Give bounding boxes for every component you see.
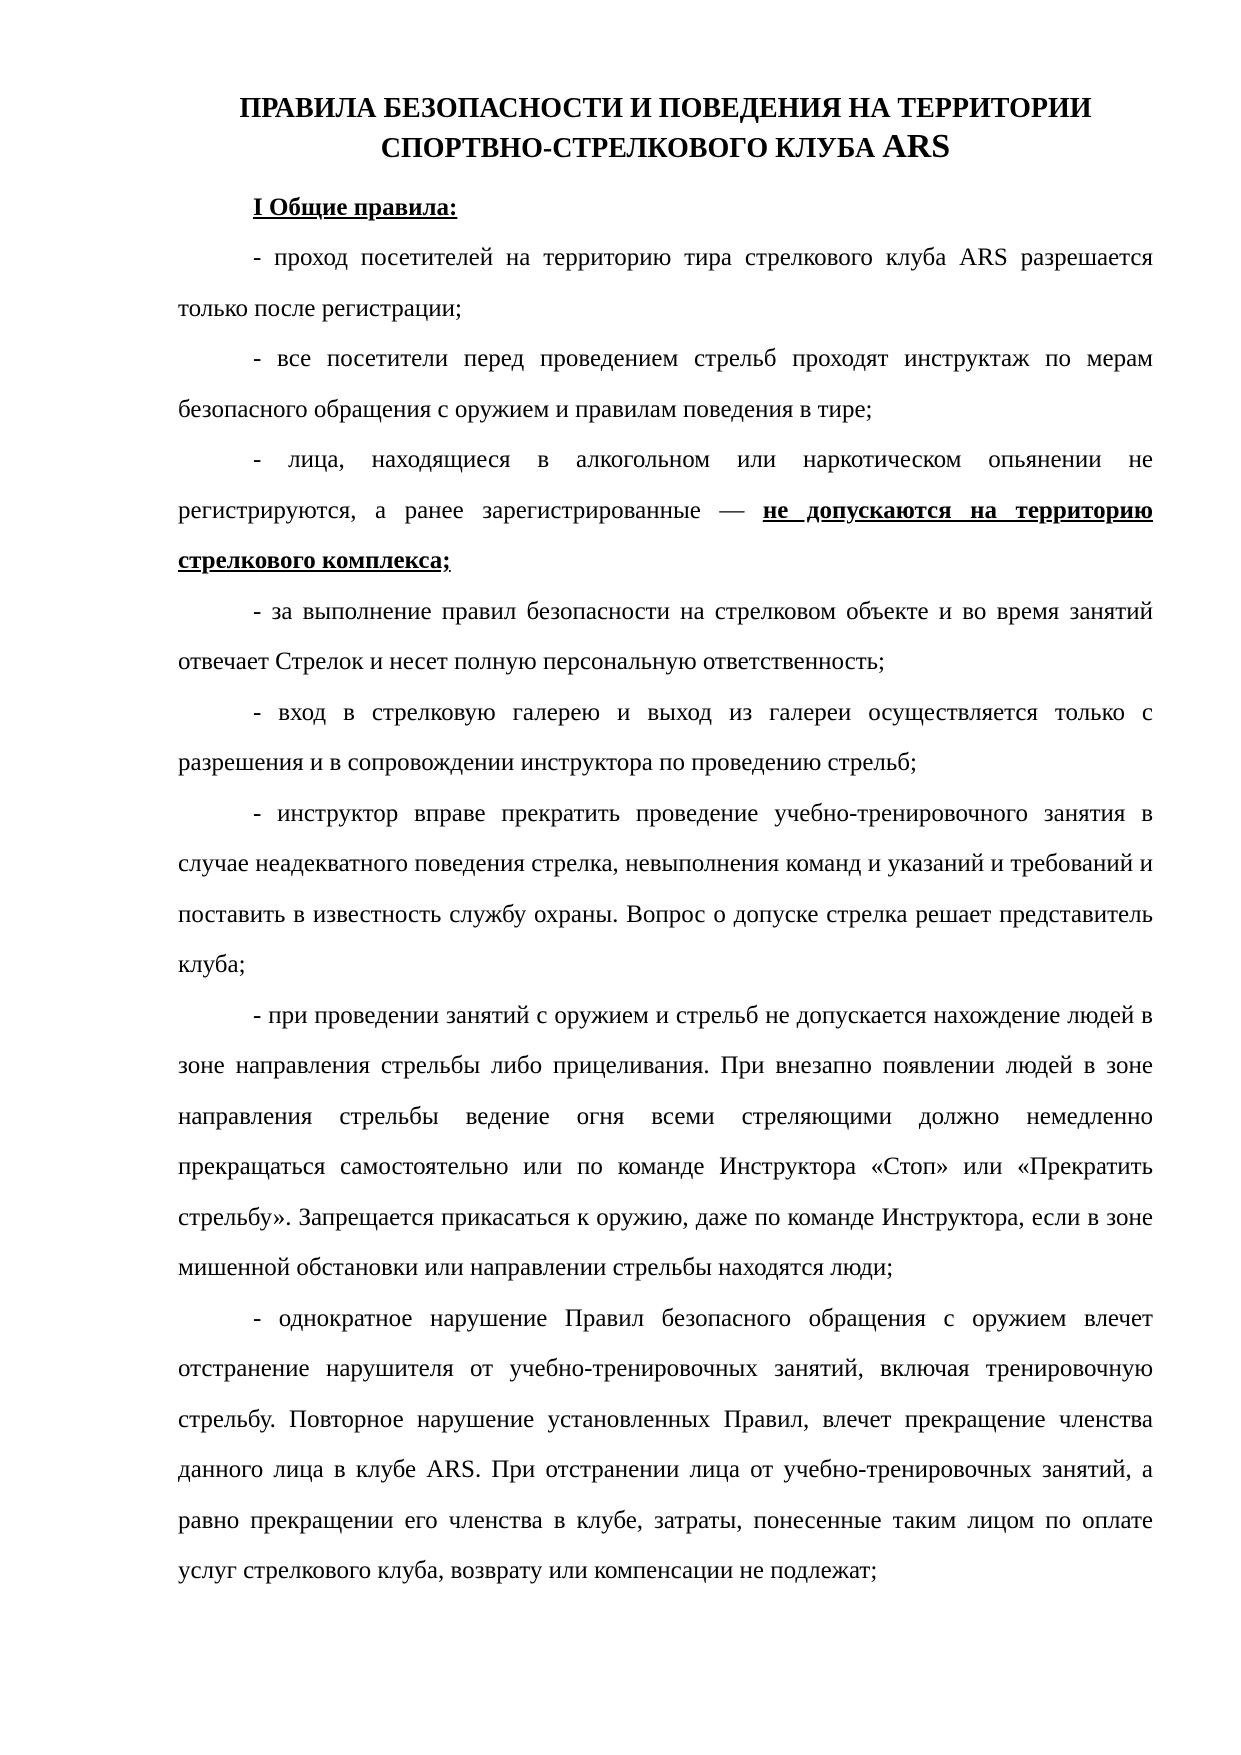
rule-registration: - проход посетителей на территорию тира стрелкового клуба ARS разрешается только после регистрации; bbox=[178, 244, 1153, 322]
document-body bbox=[178, 90, 1153, 1597]
section-heading-text: I Общие правила: bbox=[253, 194, 458, 221]
title-line-1: ПРАВИЛА БЕЗОПАСНОСТИ И ПОВЕДЕНИЯ НА ТЕРРИТОРИИ bbox=[239, 93, 1092, 124]
rule-responsibility: - за выполнение правил безопасности на стрелковом объекте и во время занятий отвечает Стрелок и несет полную персональную ответственность; bbox=[178, 597, 1153, 675]
document-title bbox=[178, 90, 1153, 168]
rule-instructor-authority: - инструктор вправе прекратить проведение учебно-тренировочного занятия в случае неадекватного поведения стрелка, невыполнения команд и указаний и требований и поставить в известность службу охраны. Вопрос о допуске стрелка решает представитель клуба; bbox=[178, 799, 1153, 978]
rule-intoxication-text: - лица, находящиеся в алкогольном или наркотическом опьянении не регистрируются, а ранее зарегистрированные — bbox=[178, 446, 1153, 524]
rule-intoxication-emphasis: не допускаются на территорию стрелкового комплекса; bbox=[178, 496, 1153, 574]
section-heading bbox=[178, 183, 1153, 233]
title-brand: ARS bbox=[882, 128, 951, 165]
rule-intoxication bbox=[178, 435, 1153, 587]
rule-firing-zone: - при проведении занятий с оружием и стрельб не допускается нахождение людей в зоне направления стрельбы либо прицеливания. При внезапно появлении людей в зоне направления стрельбы ведение огня всеми стреляющими должно немедленно прекращаться самостоятельно или по команде Инструктора «Стоп» или «Прекратить стрельбу». Запрещается прикасаться к оружию, даже по команде Инструктора, если в зоне мишенной обстановки или направлении стрельбы находятся люди; bbox=[178, 1001, 1153, 1281]
rule-violations: - однократное нарушение Правил безопасного обращения с оружием влечет отстранение нарушителя от учебно-тренировочных занятий, включая тренировочную стрельбу. Повторное нарушение установленных Правил, влечет прекращение членства данного лица в клубе ARS. При отстранении лица от учебно-тренировочных занятий, а равно прекращении его членства в клубе, затраты, понесенные таким лицом по оплате услуг стрелкового клуба, возврату или компенсации не подлежат; bbox=[178, 1304, 1153, 1584]
title-line-2: СПОРТВНО-СТРЕЛКОВОГО КЛУБА bbox=[380, 133, 883, 164]
rule-gallery-access: - вход в стрелковую галерею и выход из галереи осуществляется только с разрешения и в сопровождении инструктора по проведению стрельб; bbox=[178, 698, 1153, 776]
rule-briefing: - все посетители перед проведением стрельб проходят инструктаж по мерам безопасного обращения с оружием и правилам поведения в тире; bbox=[178, 345, 1153, 423]
